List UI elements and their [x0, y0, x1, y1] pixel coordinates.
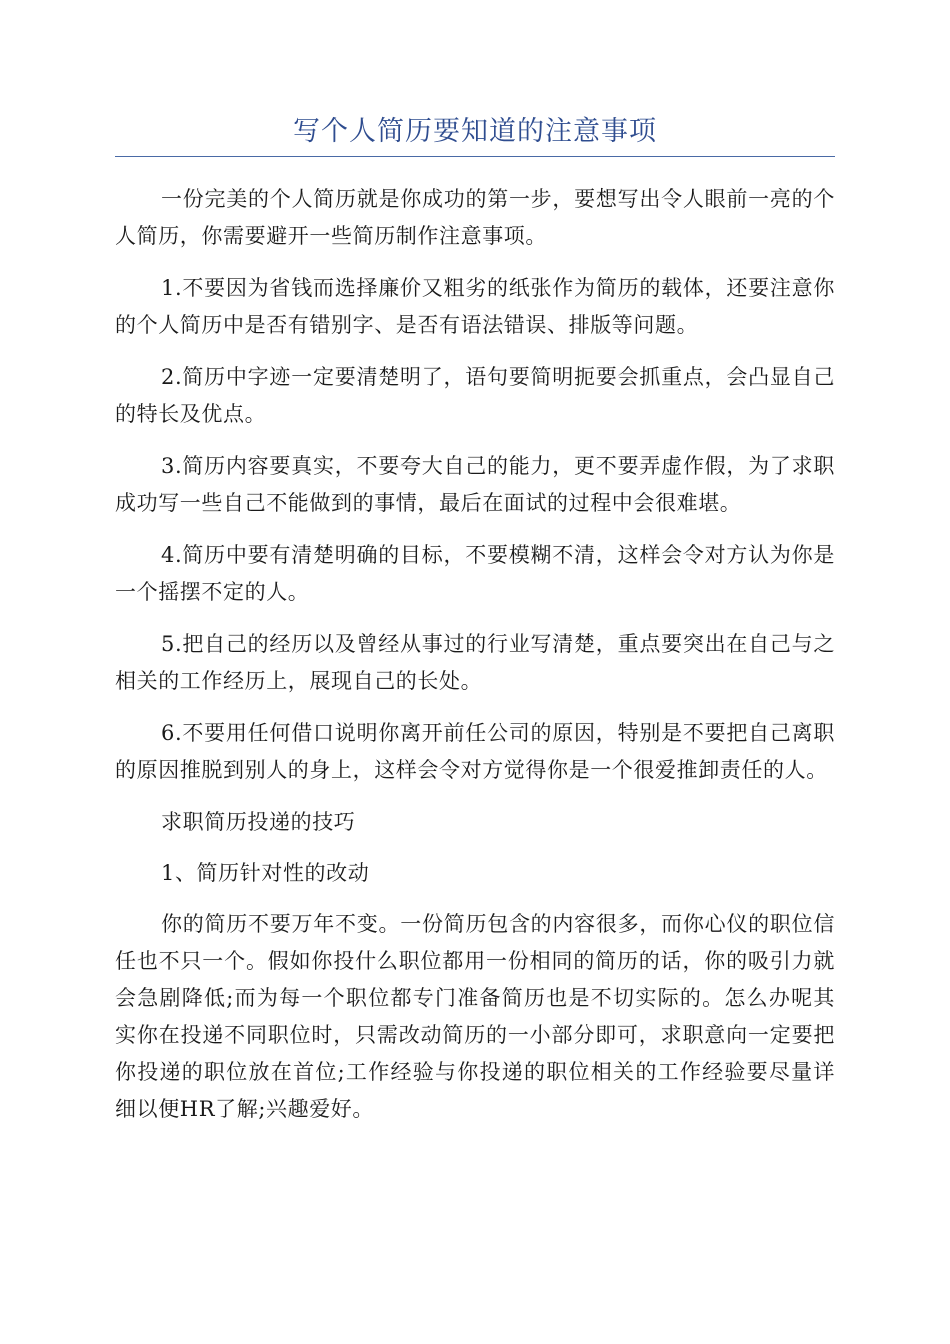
- document-title: 写个人简历要知道的注意事项: [115, 110, 835, 157]
- document-body: [115, 181, 835, 1128]
- tip-1-paragraph: 1.不要因为省钱而选择廉价又粗劣的纸张作为简历的载体，还要注意你的个人简历中是否有错别字、是否有语法错误、排版等问题。: [115, 276, 835, 337]
- intro-paragraph: 一份完美的个人简历就是你成功的第一步，要想写出令人眼前一亮的个人简历，你需要避开一些简历制作注意事项。: [115, 187, 835, 248]
- tip-5-paragraph: 5.把自己的经历以及曾经从事过的行业写清楚，重点要突出在自己与之相关的工作经历上，展现自己的长处。: [115, 632, 835, 693]
- tip-4-paragraph: 4.简历中要有清楚明确的目标，不要模糊不清，这样会令对方认为你是一个摇摆不定的人。: [115, 543, 835, 604]
- tip-3-paragraph: 3.简历内容要真实，不要夸大自己的能力，更不要弄虚作假，为了求职成功写一些自己不能做到的事情，最后在面试的过程中会很难堪。: [115, 454, 835, 515]
- tip-2-paragraph: 2.简历中字迹一定要清楚明了，语句要简明扼要会抓重点，会凸显自己的特长及优点。: [115, 365, 835, 426]
- section-heading: 求职简历投递的技巧: [161, 810, 356, 834]
- tip-6-paragraph: 6.不要用任何借口说明你离开前任公司的原因，特别是不要把自己离职的原因推脱到别人的身上，这样会令对方觉得你是一个很爱推卸责任的人。: [115, 721, 835, 782]
- advice-paragraph: 你的简历不要万年不变。一份简历包含的内容很多，而你心仪的职位信任也不只一个。假如你投什么职位都用一份相同的简历的话，你的吸引力就会急剧降低;而为每一个职位都专门准备简历也是不切实际的。怎么办呢其实你在投递不同职位时，只需改动简历的一小部分即可，求职意向一定要把你投递的职位放在首位;工作经验与你投递的职位相关的工作经验要尽量详细以便HR了解;兴趣爱好。: [115, 912, 835, 1121]
- document-page: [115, 110, 835, 1143]
- subsection-heading: 1、简历针对性的改动: [161, 861, 370, 885]
